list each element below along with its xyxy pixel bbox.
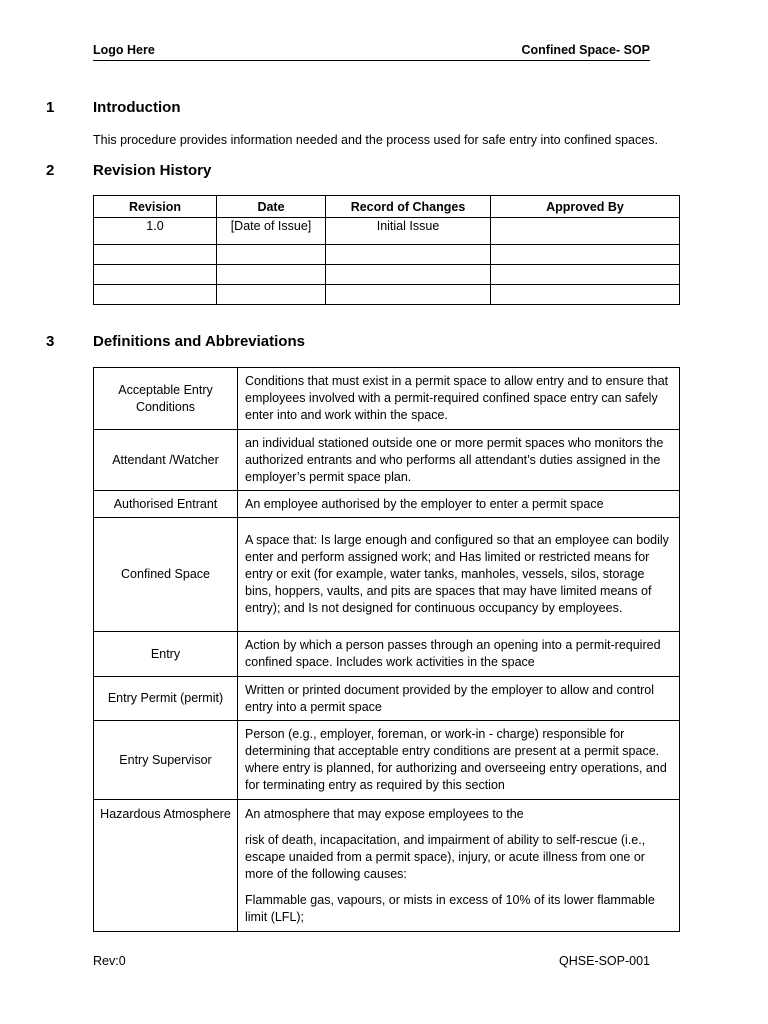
table-cell: 1.0 [94, 218, 217, 245]
footer-document-code: QHSE-SOP-001 [558, 954, 650, 968]
definition-term: Attendant /Watcher [94, 430, 238, 491]
table-row [94, 677, 680, 721]
definition-term: Entry Permit (permit) [94, 677, 238, 721]
section-title-definitions: Definitions and Abbreviations [93, 333, 305, 350]
section-number: 1 [46, 99, 55, 116]
table-cell [491, 218, 680, 245]
table-cell: Initial Issue [326, 218, 491, 245]
table-row [94, 245, 680, 265]
definition-paragraph: risk of death, incapacitation, and impairment of ability to self-rescue (i.e., escape unaided from a permit space), injury, or acute illness from one or more of the following causes: [245, 833, 646, 881]
table-row [94, 518, 680, 632]
column-header: Revision [94, 196, 217, 218]
column-header: Date [217, 196, 326, 218]
definition-text: Written or printed document provided by the employer to allow and control entry into a permit space [238, 677, 680, 721]
document-title: Confined Space- SOP [521, 43, 650, 57]
section-number: 3 [46, 333, 55, 350]
table-cell: [Date of Issue] [217, 218, 326, 245]
definition-text [238, 800, 680, 932]
table-row [94, 368, 680, 430]
logo-placeholder: Logo Here [93, 43, 155, 57]
table-row [94, 430, 680, 491]
definition-text: A space that: Is large enough and configured so that an employee can bodily enter and perform assigned work; and Has limited or restricted means for entry or exit (for example, water tanks, manholes, vessels, silos, storage bins, hoppers, vaults, and pits are spaces that may have limited means of entry); and Is not designed for continuous occupancy by employees. [238, 518, 680, 632]
section-title-revision-history: Revision History [93, 162, 212, 179]
table-cell [217, 285, 326, 305]
table-row [94, 491, 680, 518]
table-cell [217, 245, 326, 265]
definition-paragraph: Flammable gas, vapours, or mists in excess of 10% of its lower flammable limit (LFL); [245, 893, 655, 924]
definition-paragraph: An atmosphere that may expose employees to the [245, 807, 524, 821]
definition-text: Conditions that must exist in a permit space to allow entry and to ensure that employees involved with a permit-required confined space entry can safely enter into and work within the space. [238, 368, 680, 430]
table-row [94, 800, 680, 932]
table-cell [491, 265, 680, 285]
revision-history-table [93, 195, 680, 305]
definitions-table [93, 367, 680, 932]
definition-term: Entry Supervisor [94, 721, 238, 800]
table-cell [326, 265, 491, 285]
section-number: 2 [46, 162, 55, 179]
definition-term: Entry [94, 632, 238, 677]
definition-term: Authorised Entrant [94, 491, 238, 518]
table-cell [94, 285, 217, 305]
table-row [94, 285, 680, 305]
table-row [94, 218, 680, 245]
table-cell [326, 285, 491, 305]
introduction-text: This procedure provides information needed and the process used for safe entry into confined spaces. [93, 133, 658, 147]
definition-term: Hazardous Atmosphere [94, 800, 238, 932]
table-cell [326, 245, 491, 265]
table-cell [491, 285, 680, 305]
definition-text: An employee authorised by the employer to enter a permit space [238, 491, 680, 518]
column-header: Record of Changes [326, 196, 491, 218]
table-row [94, 721, 680, 800]
page-header [93, 43, 650, 61]
definition-text: Person (e.g., employer, foreman, or work-in - charge) responsible for determining that acceptable entry conditions are present at a permit space. where entry is planned, for authorizing and overseeing entry operations, and for terminating entry as required by this section [238, 721, 680, 800]
column-header: Approved By [491, 196, 680, 218]
table-cell [94, 245, 217, 265]
definition-text: an individual stationed outside one or more permit spaces who monitors the authorized entrants and who performs all attendant’s duties assigned in the employer’s permit space plan. [238, 430, 680, 491]
table-row [94, 632, 680, 677]
table-cell [217, 265, 326, 285]
definition-term: Confined Space [94, 518, 238, 632]
table-cell [94, 265, 217, 285]
table-cell [491, 245, 680, 265]
footer-revision: Rev:0 [93, 954, 126, 968]
table-header-row [94, 196, 680, 218]
section-title-introduction: Introduction [93, 99, 181, 116]
definition-text: Action by which a person passes through an opening into a permit-required confined space. Includes work activities in the space [238, 632, 680, 677]
table-row [94, 265, 680, 285]
definition-term: Acceptable Entry Conditions [94, 368, 238, 430]
